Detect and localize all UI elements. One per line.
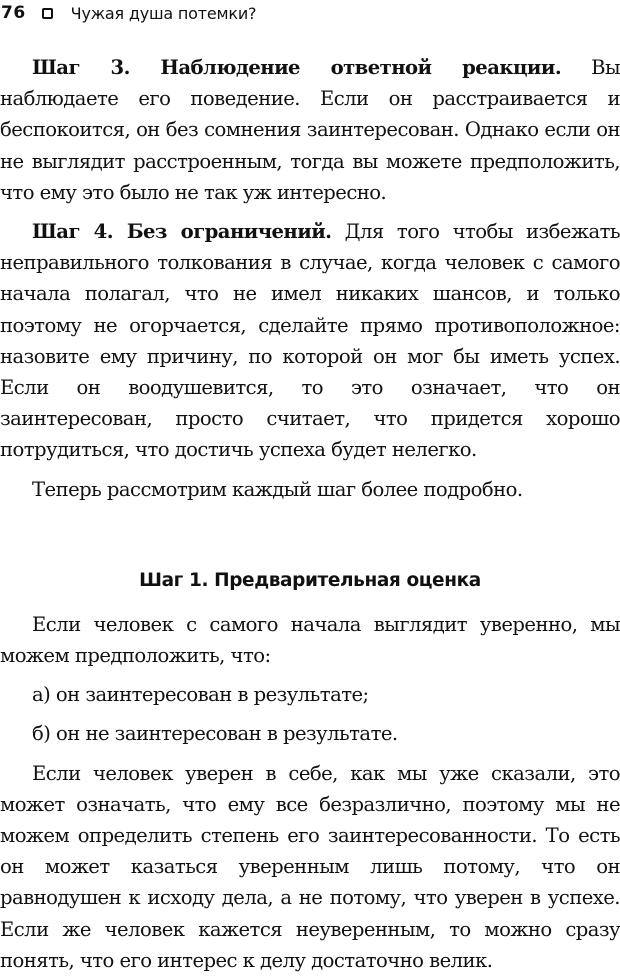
page-number: 76 (1, 3, 26, 23)
step-3-lead: Шаг 3. Наблюдение ответной реакции. (32, 56, 562, 79)
paragraph-step-3 (0, 52, 620, 208)
paragraph-transition: Теперь рассмотрим каждый шаг более подробно. (32, 477, 523, 501)
step-4-text: Для того чтобы избежать неправильного толкования в случае, когда человек с самого начала полагал, что не имел никаких шансов, и только поэтому не огорчается, сделайте прямо противоположное: назовите ему причину, по которой он мог бы иметь успех. Если он воодушевится, то это означает, что он заинтересован, просто считает, что придется хорошо потрудиться, что достичь успеха будет нелегко. (0, 220, 620, 462)
page-body (0, 52, 620, 976)
paragraph-closing: Если человек уверен в себе, как мы уже сказали, это может означать, что ему все безразлично, поэтому мы не можем определить степень его заинтересованности. То есть он может казаться уверенным лишь потому, что он равнодушен к исходу дела, а не потому, что уверен в успехе. Если же человек кажется неуверенным, то можно сразу понять, что его интерес к делу достаточно велик. (0, 761, 620, 972)
step-3-text: Вы наблюдаете его поведение. Если он расстраивается и беспокоится, он без сомнения заинтересован. Однако если он не выглядит расстроенным, тогда вы можете предположить, что ему это было не так уж интересно. (0, 56, 620, 204)
list-item-b: б) он не заинтересован в результате. (32, 722, 398, 746)
square-bullet-icon (42, 8, 53, 19)
running-title: Чужая душа потемки? (70, 3, 257, 23)
list-item-a: а) он заинтересован в результате; (32, 683, 369, 707)
paragraph-step-4 (0, 216, 620, 466)
step-4-lead: Шаг 4. Без ограничений. (32, 220, 332, 244)
running-header (0, 0, 620, 26)
section-heading: Шаг 1. Предварительная оценка (139, 569, 481, 591)
paragraph-intro: Если человек с самого начала выглядит уверенно, мы можем предположить, что: (0, 612, 620, 668)
